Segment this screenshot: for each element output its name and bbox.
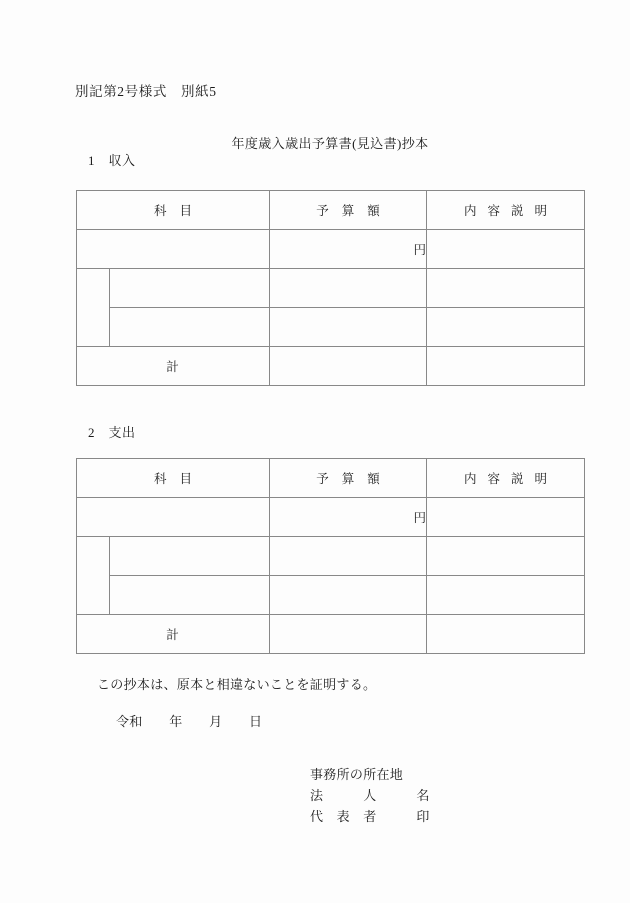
cell-item[interactable] — [110, 308, 270, 347]
cell-total-description[interactable] — [427, 615, 585, 654]
section-heading-expense: 2 支出 — [88, 425, 136, 440]
page-title: 年度歳入歳出予算書(見込書)抄本 — [231, 136, 429, 151]
cell-item[interactable] — [110, 576, 270, 615]
table-header-row — [77, 191, 585, 230]
table-total-row — [77, 615, 585, 654]
table-row — [77, 269, 585, 308]
signature-office-address: 事務所の所在地 — [310, 767, 404, 782]
section-heading-income: 1 収入 — [88, 153, 136, 168]
budget-table-expense — [76, 458, 585, 654]
column-header-description: 内容説明 — [427, 191, 585, 230]
cell-amount[interactable] — [270, 537, 427, 576]
cell-subitem-group[interactable] — [77, 537, 110, 615]
table-row — [77, 576, 585, 615]
column-header-item: 科目 — [77, 191, 270, 230]
signature-corporation-name: 法 人 名 — [310, 788, 430, 803]
cell-amount-unit: 円 — [270, 230, 427, 269]
form-header: 別記第2号様式 別紙5 — [75, 84, 217, 99]
cell-subitem-group[interactable] — [77, 269, 110, 347]
column-header-description: 内容説明 — [427, 459, 585, 498]
cell-total-description[interactable] — [427, 347, 585, 386]
certification-statement: この抄本は、原本と相違ないことを証明する。 — [97, 677, 377, 692]
cell-amount-unit: 円 — [270, 498, 427, 537]
table-row — [77, 537, 585, 576]
table-row — [77, 230, 585, 269]
date-line: 令和 年 月 日 — [116, 714, 263, 729]
cell-description[interactable] — [427, 537, 585, 576]
column-header-item: 科目 — [77, 459, 270, 498]
cell-description[interactable] — [427, 576, 585, 615]
cell-total-label: 計 — [77, 615, 270, 654]
cell-amount[interactable] — [270, 576, 427, 615]
cell-total-amount[interactable] — [270, 347, 427, 386]
table-row — [77, 498, 585, 537]
signature-block — [310, 764, 430, 827]
cell-description[interactable] — [427, 269, 585, 308]
cell-amount[interactable] — [270, 308, 427, 347]
cell-total-amount[interactable] — [270, 615, 427, 654]
column-header-amount: 予算額 — [270, 459, 427, 498]
cell-description[interactable] — [427, 230, 585, 269]
cell-description[interactable] — [427, 498, 585, 537]
table-total-row — [77, 347, 585, 386]
cell-description[interactable] — [427, 308, 585, 347]
signature-representative: 代 表 者 印 — [310, 809, 430, 824]
cell-item[interactable] — [110, 269, 270, 308]
table-row — [77, 308, 585, 347]
cell-item[interactable] — [77, 498, 270, 537]
cell-item[interactable] — [110, 537, 270, 576]
table-header-row — [77, 459, 585, 498]
column-header-amount: 予算額 — [270, 191, 427, 230]
cell-item[interactable] — [77, 230, 270, 269]
cell-amount[interactable] — [270, 269, 427, 308]
cell-total-label: 計 — [77, 347, 270, 386]
budget-table-income — [76, 190, 585, 386]
